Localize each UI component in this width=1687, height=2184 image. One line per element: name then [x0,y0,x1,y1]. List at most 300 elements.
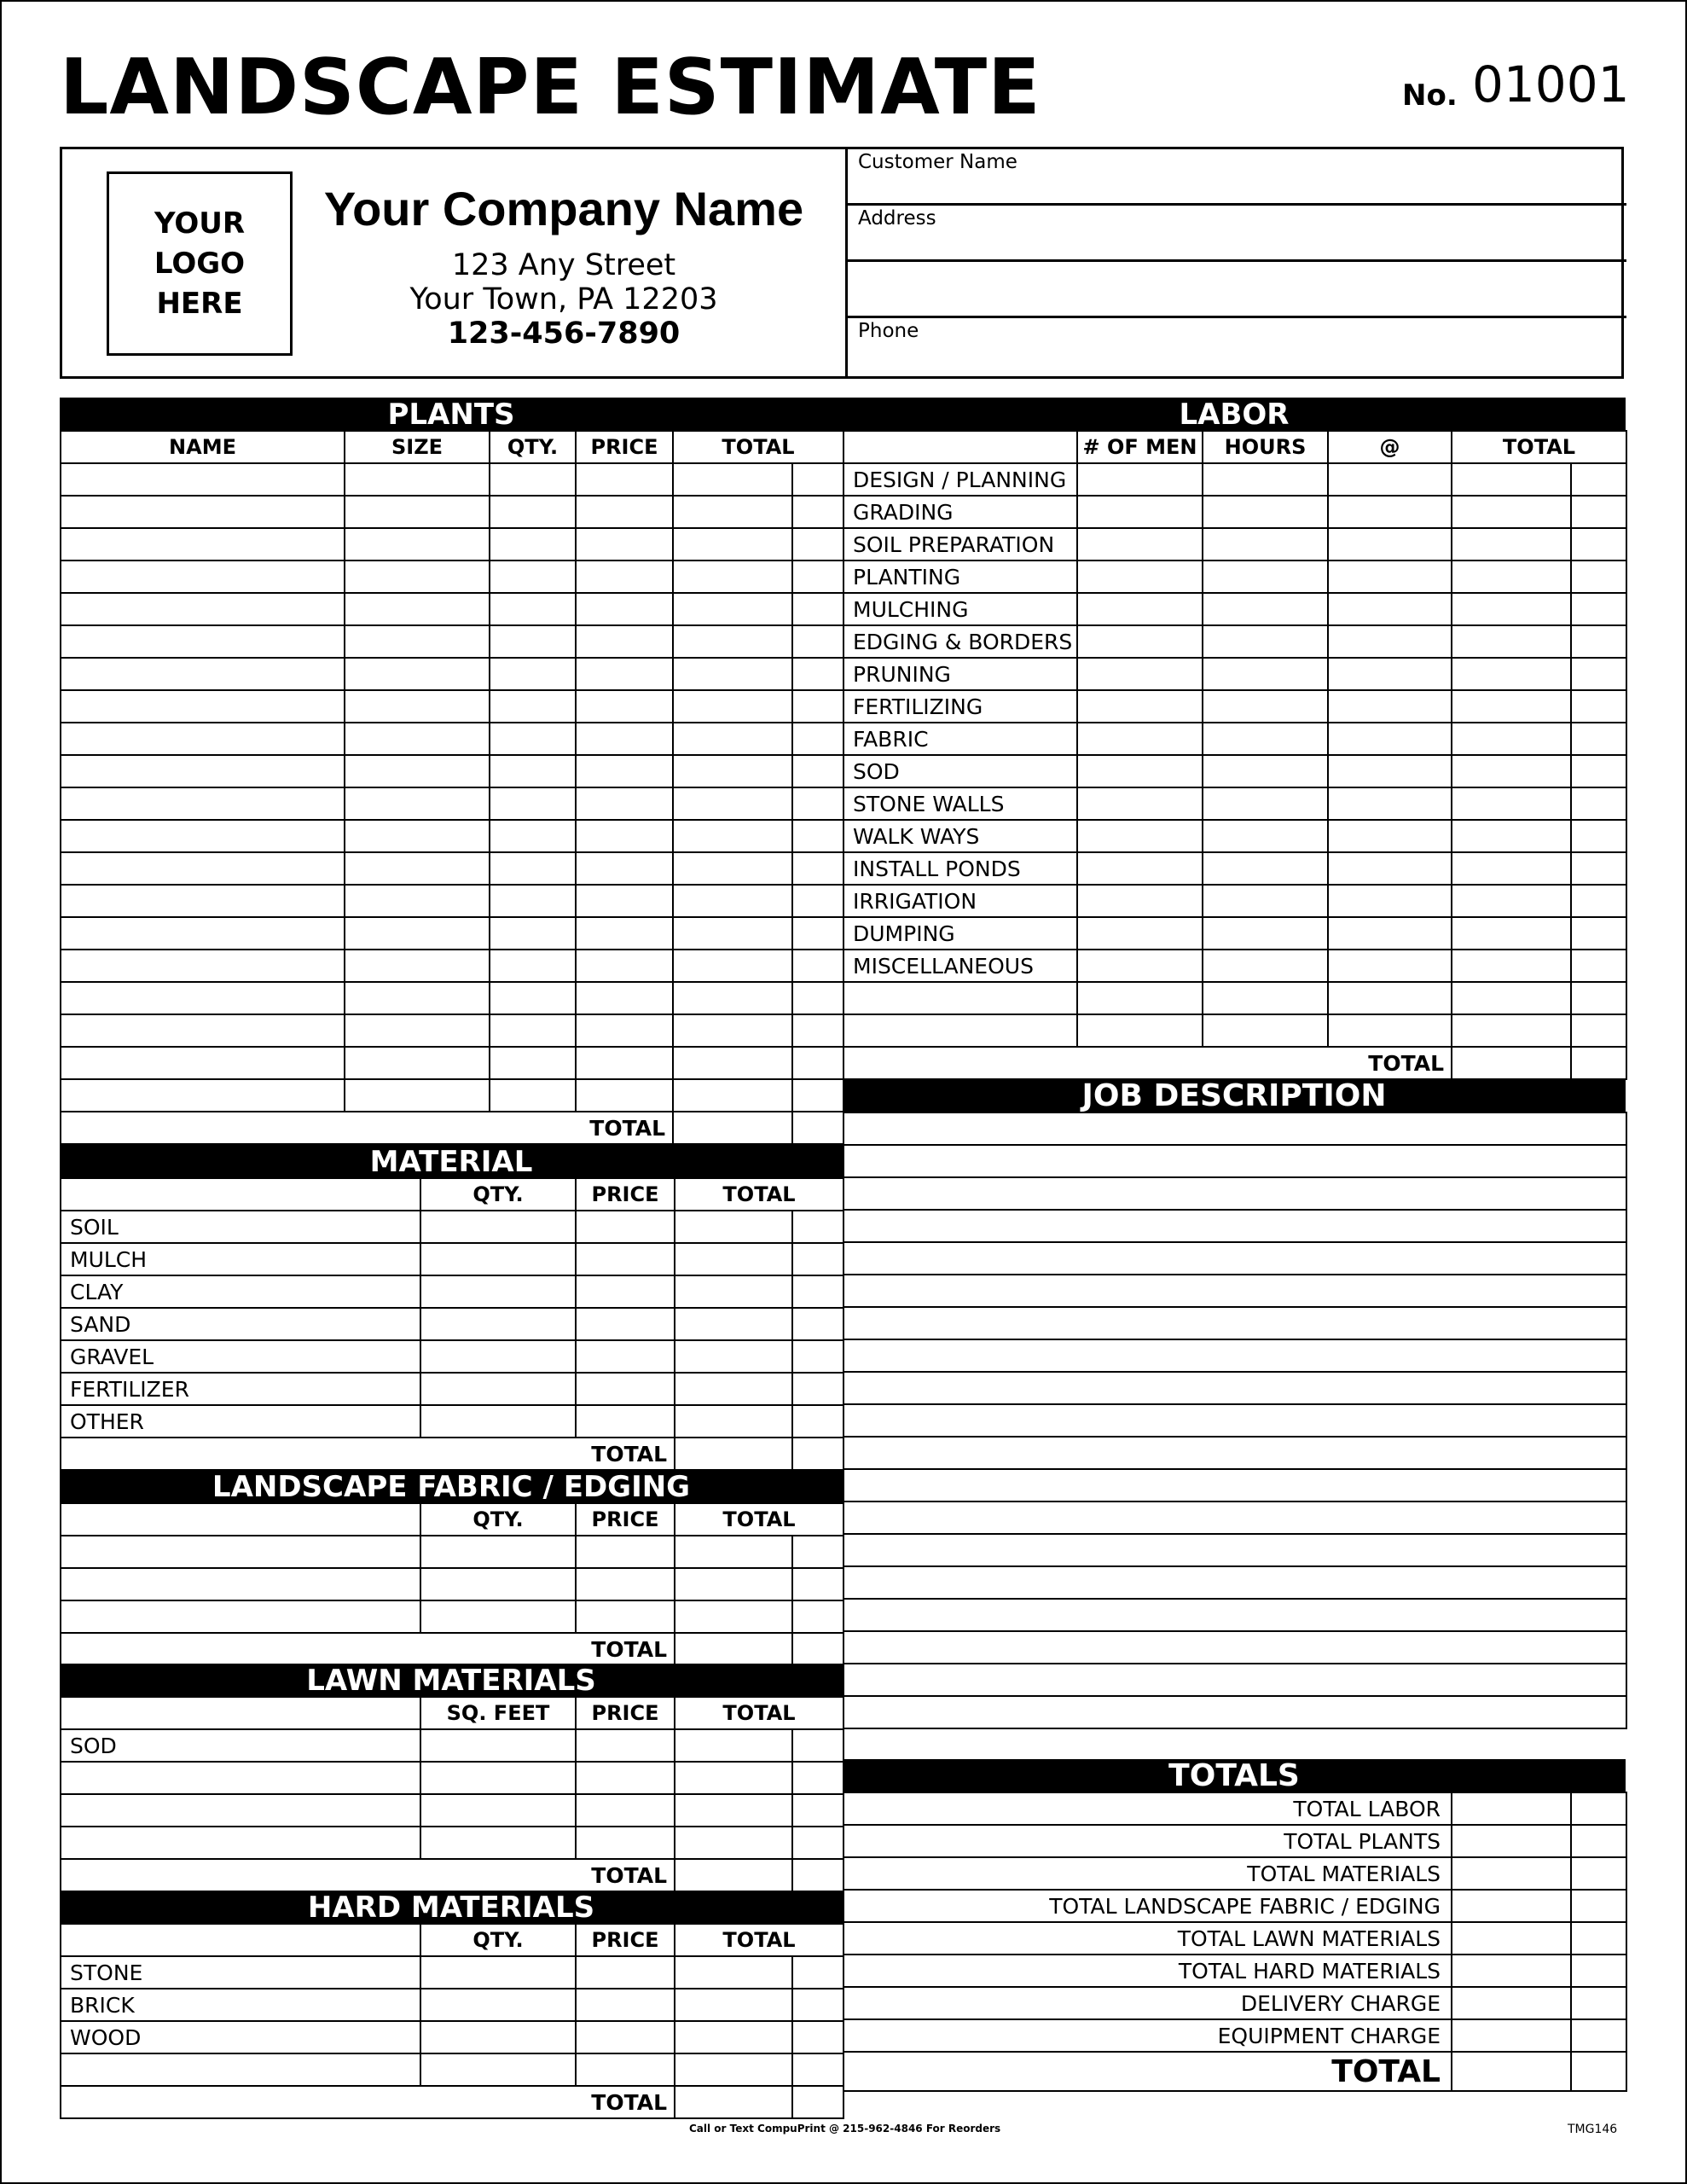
total-cell[interactable] [673,820,792,852]
entry-cell[interactable] [1203,723,1328,755]
description-input[interactable] [844,1631,1626,1664]
entry-cell[interactable] [420,1989,576,2021]
cents-cell[interactable] [792,528,844,561]
qty-cell[interactable] [490,982,576,1014]
name-cell[interactable] [61,755,345,787]
size-cell[interactable] [345,690,490,723]
cents-cell[interactable] [1571,2052,1626,2091]
entry-cell[interactable] [675,2021,792,2053]
entry-cell[interactable] [1571,982,1626,1014]
entry-cell[interactable] [420,1600,576,1633]
description-input[interactable] [844,1307,1626,1339]
total-cell[interactable] [673,625,792,658]
entry-cell[interactable] [1571,463,1626,496]
size-cell[interactable] [345,820,490,852]
entry-cell[interactable] [576,1956,675,1989]
entry-cell[interactable] [1203,496,1328,528]
entry-cell[interactable] [675,1275,792,1308]
entry-cell[interactable] [792,1211,844,1243]
qty-cell[interactable] [490,950,576,982]
qty-cell[interactable] [490,496,576,528]
entry-cell[interactable] [420,1373,576,1405]
entry-cell[interactable] [1077,561,1203,593]
size-cell[interactable] [345,755,490,787]
price-cell[interactable] [576,625,673,658]
entry-cell[interactable] [1328,690,1452,723]
entry-cell[interactable] [1328,787,1452,820]
description-input[interactable] [844,1210,1626,1242]
entry-cell[interactable] [792,1794,844,1827]
price-cell[interactable] [576,496,673,528]
entry-cell[interactable] [1452,625,1571,658]
cents-cell[interactable] [792,1079,844,1112]
entry-cell[interactable] [1077,496,1203,528]
amount-cell[interactable] [1452,1987,1571,2019]
name-cell[interactable] [61,528,345,561]
entry-cell[interactable] [1452,950,1571,982]
entry-cell[interactable] [675,2053,792,2086]
cents-cell[interactable] [792,1438,844,1470]
qty-cell[interactable] [490,593,576,625]
qty-cell[interactable] [490,690,576,723]
entry-cell[interactable] [420,2053,576,2086]
entry-cell[interactable] [792,1956,844,1989]
qty-cell[interactable] [490,528,576,561]
entry-cell[interactable] [675,1243,792,1275]
qty-cell[interactable] [490,463,576,496]
entry-cell[interactable] [576,1794,675,1827]
name-cell[interactable] [61,1047,345,1079]
amount-cell[interactable] [1452,1857,1571,1890]
entry-cell[interactable] [420,1827,576,1859]
entry-cell[interactable] [1571,561,1626,593]
qty-cell[interactable] [490,561,576,593]
name-cell[interactable] [61,625,345,658]
entry-cell[interactable] [1328,723,1452,755]
entry-cell[interactable] [1203,690,1328,723]
entry-cell[interactable] [576,1827,675,1859]
entry-cell[interactable] [1203,528,1328,561]
entry-cell[interactable] [1077,982,1203,1014]
size-cell[interactable] [345,593,490,625]
cents-cell[interactable] [792,690,844,723]
entry-cell[interactable] [1328,852,1452,885]
qty-cell[interactable] [490,658,576,690]
phone-field[interactable] [848,318,1626,375]
entry-cell[interactable] [1571,820,1626,852]
price-cell[interactable] [576,463,673,496]
price-cell[interactable] [576,723,673,755]
amount-cell[interactable] [1452,2019,1571,2052]
cents-cell[interactable] [792,755,844,787]
description-input[interactable] [844,1177,1626,1210]
cents-cell[interactable] [792,787,844,820]
total-cell[interactable] [673,1112,792,1144]
price-cell[interactable] [576,885,673,917]
cents-cell[interactable] [1571,1987,1626,2019]
amount-cell[interactable] [1452,1890,1571,1922]
entry-cell[interactable] [1203,787,1328,820]
cents-cell[interactable] [792,820,844,852]
qty-cell[interactable] [490,1014,576,1047]
size-cell[interactable] [345,1047,490,1079]
description-input[interactable] [844,1502,1626,1534]
name-cell[interactable] [61,561,345,593]
description-input[interactable] [844,1372,1626,1404]
entry-cell[interactable] [1452,917,1571,950]
cents-cell[interactable] [792,561,844,593]
cents-cell[interactable] [792,593,844,625]
entry-cell[interactable] [1077,528,1203,561]
description-input[interactable] [844,1112,1626,1145]
total-cell[interactable] [675,2086,792,2118]
cents-cell[interactable] [792,1633,844,1665]
total-cell[interactable] [673,982,792,1014]
entry-cell[interactable] [792,1340,844,1373]
size-cell[interactable] [345,885,490,917]
entry-cell[interactable] [1571,787,1626,820]
entry-cell[interactable] [792,1308,844,1340]
entry-cell[interactable] [1328,496,1452,528]
price-cell[interactable] [576,528,673,561]
entry-cell[interactable] [420,1729,576,1762]
price-cell[interactable] [576,852,673,885]
entry-cell[interactable] [792,1729,844,1762]
cents-cell[interactable] [792,463,844,496]
entry-cell[interactable] [1203,982,1328,1014]
entry-cell[interactable] [1571,755,1626,787]
entry-cell[interactable] [1328,625,1452,658]
entry-cell[interactable] [792,1536,844,1568]
price-cell[interactable] [576,1014,673,1047]
name-cell[interactable] [61,593,345,625]
name-cell[interactable] [61,852,345,885]
name-cell[interactable] [61,1014,345,1047]
cents-cell[interactable] [1571,2019,1626,2052]
entry-cell[interactable] [675,1600,792,1633]
entry-cell[interactable] [1077,593,1203,625]
entry-cell[interactable] [576,1600,675,1633]
size-cell[interactable] [345,658,490,690]
size-cell[interactable] [345,723,490,755]
total-cell[interactable] [673,593,792,625]
entry-cell[interactable] [576,1340,675,1373]
cents-cell[interactable] [792,852,844,885]
entry-cell[interactable] [1203,625,1328,658]
entry-cell[interactable] [1452,885,1571,917]
qty-cell[interactable] [490,1047,576,1079]
total-cell[interactable] [673,463,792,496]
cents-cell[interactable] [1571,1890,1626,1922]
entry-cell[interactable] [1328,1014,1452,1047]
size-cell[interactable] [345,787,490,820]
cents-cell[interactable] [792,917,844,950]
address-field-2[interactable] [848,262,1626,318]
total-cell[interactable] [673,496,792,528]
qty-cell[interactable] [490,917,576,950]
entry-cell[interactable] [420,1405,576,1438]
entry-cell[interactable] [1328,885,1452,917]
entry-cell[interactable] [792,1243,844,1275]
entry-cell[interactable] [792,1827,844,1859]
price-cell[interactable] [576,787,673,820]
entry-cell[interactable] [1571,885,1626,917]
entry-cell[interactable] [1452,755,1571,787]
entry-cell[interactable] [1077,787,1203,820]
entry-cell[interactable] [1571,496,1626,528]
price-cell[interactable] [576,950,673,982]
entry-cell[interactable] [675,1211,792,1243]
size-cell[interactable] [345,917,490,950]
description-input[interactable] [844,1469,1626,1502]
qty-cell[interactable] [490,885,576,917]
total-cell[interactable] [673,1014,792,1047]
entry-cell[interactable] [1077,950,1203,982]
description-input[interactable] [844,1566,1626,1599]
entry-cell[interactable] [1203,820,1328,852]
entry-cell[interactable] [1077,463,1203,496]
total-cell[interactable] [673,723,792,755]
size-cell[interactable] [345,852,490,885]
price-cell[interactable] [576,593,673,625]
price-cell[interactable] [576,561,673,593]
entry-cell[interactable] [792,1373,844,1405]
entry-cell[interactable] [675,1536,792,1568]
price-cell[interactable] [576,690,673,723]
cents-cell[interactable] [792,1014,844,1047]
entry-cell[interactable] [576,1243,675,1275]
name-cell[interactable] [61,982,345,1014]
entry-cell[interactable] [675,1827,792,1859]
description-input[interactable] [844,1404,1626,1437]
qty-cell[interactable] [490,723,576,755]
entry-cell[interactable] [675,1729,792,1762]
entry-cell[interactable] [420,1762,576,1794]
entry-cell[interactable] [1077,625,1203,658]
entry-cell[interactable] [576,1989,675,2021]
entry-cell[interactable] [1452,852,1571,885]
entry-cell[interactable] [1571,917,1626,950]
name-cell[interactable] [61,463,345,496]
entry-cell[interactable] [792,1989,844,2021]
cents-cell[interactable] [1571,1922,1626,1955]
entry-cell[interactable] [420,1308,576,1340]
entry-cell[interactable] [792,1762,844,1794]
entry-cell[interactable] [1571,528,1626,561]
entry-cell[interactable] [576,1373,675,1405]
entry-cell[interactable] [576,1762,675,1794]
name-cell[interactable] [61,496,345,528]
entry-cell[interactable] [576,1405,675,1438]
price-cell[interactable] [576,917,673,950]
qty-cell[interactable] [490,787,576,820]
qty-cell[interactable] [490,625,576,658]
total-cell[interactable] [673,917,792,950]
entry-cell[interactable] [1571,625,1626,658]
description-input[interactable] [844,1437,1626,1469]
entry-cell[interactable] [1077,690,1203,723]
amount-cell[interactable] [1452,1792,1571,1825]
entry-cell[interactable] [1452,658,1571,690]
total-cell[interactable] [673,528,792,561]
cents-cell[interactable] [792,1112,844,1144]
entry-cell[interactable] [1077,885,1203,917]
entry-cell[interactable] [1571,950,1626,982]
entry-cell[interactable] [1203,885,1328,917]
total-cell[interactable] [673,885,792,917]
amount-cell[interactable] [1452,1825,1571,1857]
cents-cell[interactable] [792,2086,844,2118]
entry-cell[interactable] [1452,561,1571,593]
size-cell[interactable] [345,496,490,528]
price-cell[interactable] [576,982,673,1014]
entry-cell[interactable] [675,1762,792,1794]
description-input[interactable] [844,1696,1626,1728]
price-cell[interactable] [576,658,673,690]
entry-cell[interactable] [576,1211,675,1243]
entry-cell[interactable] [420,1536,576,1568]
cents-cell[interactable] [792,950,844,982]
entry-cell[interactable] [1452,982,1571,1014]
cents-cell[interactable] [792,1047,844,1079]
description-input[interactable] [844,1145,1626,1177]
cents-cell[interactable] [1571,1047,1626,1079]
entry-cell[interactable] [1328,982,1452,1014]
qty-cell[interactable] [490,852,576,885]
entry-cell[interactable] [1571,723,1626,755]
entry-cell[interactable] [792,1405,844,1438]
name-cell[interactable] [61,690,345,723]
total-cell[interactable] [673,1047,792,1079]
entry-cell[interactable] [1328,593,1452,625]
entry-cell[interactable] [1571,852,1626,885]
entry-cell[interactable] [1203,561,1328,593]
cents-cell[interactable] [792,723,844,755]
price-cell[interactable] [576,1047,673,1079]
size-cell[interactable] [345,625,490,658]
qty-cell[interactable] [490,755,576,787]
qty-cell[interactable] [490,820,576,852]
entry-cell[interactable] [420,1211,576,1243]
entry-cell[interactable] [1077,1014,1203,1047]
entry-cell[interactable] [1203,1014,1328,1047]
cents-cell[interactable] [792,496,844,528]
entry-cell[interactable] [1077,917,1203,950]
amount-cell[interactable] [1452,1955,1571,1987]
name-cell[interactable] [61,917,345,950]
entry-cell[interactable] [1203,917,1328,950]
cents-cell[interactable] [1571,1857,1626,1890]
cents-cell[interactable] [792,1859,844,1891]
cents-cell[interactable] [1571,1825,1626,1857]
entry-cell[interactable] [792,2021,844,2053]
qty-cell[interactable] [490,1079,576,1112]
price-cell[interactable] [576,820,673,852]
cents-cell[interactable] [792,625,844,658]
entry-cell[interactable] [576,1568,675,1600]
total-cell[interactable] [1452,1047,1571,1079]
entry-cell[interactable] [675,1989,792,2021]
entry-cell[interactable] [1077,820,1203,852]
total-cell[interactable] [673,1079,792,1112]
name-cell[interactable] [61,950,345,982]
total-cell[interactable] [675,1633,792,1665]
description-input[interactable] [844,1534,1626,1566]
total-cell[interactable] [675,1859,792,1891]
entry-cell[interactable] [792,2053,844,2086]
total-cell[interactable] [675,1438,792,1470]
entry-cell[interactable] [420,1956,576,1989]
entry-cell[interactable] [1328,561,1452,593]
entry-cell[interactable] [1452,593,1571,625]
cents-cell[interactable] [792,982,844,1014]
description-input[interactable] [844,1599,1626,1631]
total-cell[interactable] [673,690,792,723]
name-cell[interactable] [61,820,345,852]
entry-cell[interactable] [420,1340,576,1373]
entry-cell[interactable] [1452,463,1571,496]
entry-cell[interactable] [675,1956,792,1989]
entry-cell[interactable] [1452,820,1571,852]
address-field[interactable] [848,206,1626,262]
entry-cell[interactable] [675,1373,792,1405]
name-cell[interactable] [61,787,345,820]
entry-cell[interactable] [420,2021,576,2053]
entry-cell[interactable] [792,1568,844,1600]
entry-cell[interactable] [1203,593,1328,625]
cents-cell[interactable] [1571,1792,1626,1825]
entry-cell[interactable] [1328,528,1452,561]
total-cell[interactable] [673,755,792,787]
cents-cell[interactable] [792,658,844,690]
size-cell[interactable] [345,1079,490,1112]
entry-cell[interactable] [576,1308,675,1340]
entry-cell[interactable] [675,1340,792,1373]
entry-cell[interactable] [1077,658,1203,690]
total-cell[interactable] [673,852,792,885]
entry-cell[interactable] [792,1275,844,1308]
size-cell[interactable] [345,561,490,593]
size-cell[interactable] [345,1014,490,1047]
entry-cell[interactable] [1203,950,1328,982]
name-cell[interactable] [61,658,345,690]
entry-cell[interactable] [1452,723,1571,755]
entry-cell[interactable] [1077,852,1203,885]
entry-cell[interactable] [1077,755,1203,787]
size-cell[interactable] [345,463,490,496]
entry-cell[interactable] [1077,723,1203,755]
entry-cell[interactable] [675,1308,792,1340]
entry-cell[interactable] [1452,1014,1571,1047]
entry-cell[interactable] [576,1536,675,1568]
entry-cell[interactable] [1328,755,1452,787]
entry-cell[interactable] [1203,852,1328,885]
entry-cell[interactable] [675,1794,792,1827]
total-cell[interactable] [673,658,792,690]
entry-cell[interactable] [1328,463,1452,496]
total-cell[interactable] [673,787,792,820]
size-cell[interactable] [345,982,490,1014]
entry-cell[interactable] [420,1794,576,1827]
entry-cell[interactable] [1203,755,1328,787]
amount-cell[interactable] [1452,2052,1571,2091]
name-cell[interactable] [61,885,345,917]
description-input[interactable] [844,1664,1626,1696]
entry-cell[interactable] [420,1275,576,1308]
entry-cell[interactable] [1203,463,1328,496]
entry-cell[interactable] [420,1243,576,1275]
entry-cell[interactable] [576,2053,675,2086]
